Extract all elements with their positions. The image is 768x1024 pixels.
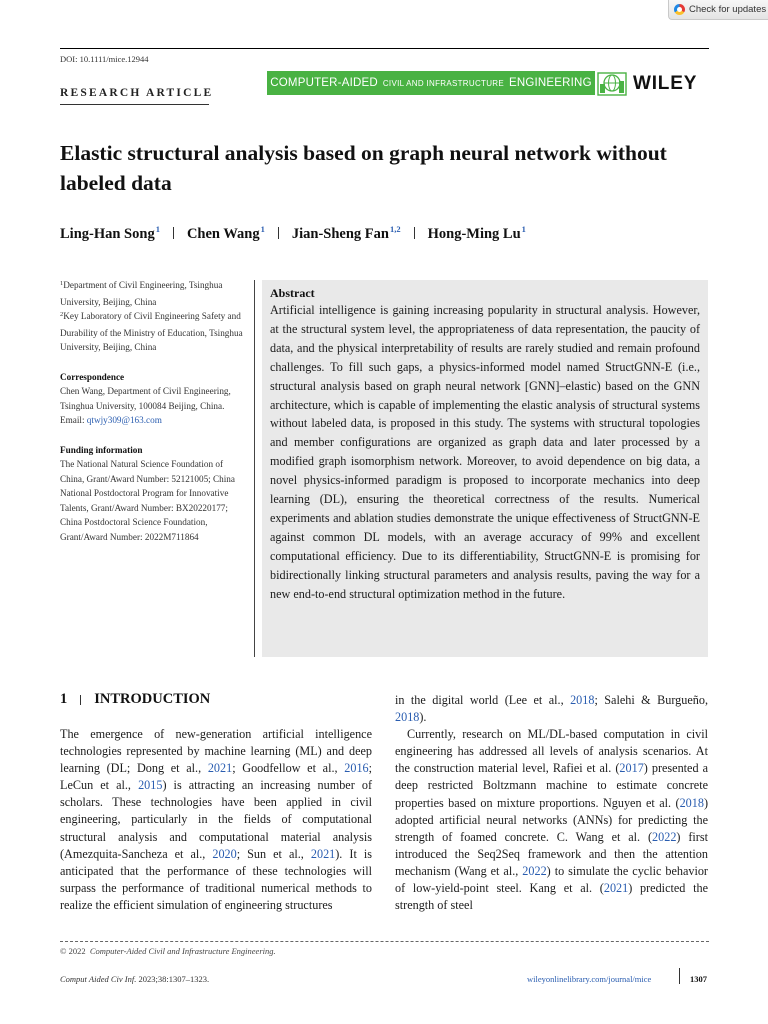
doi: DOI: 10.1111/mice.12944 xyxy=(60,54,149,64)
citation-link[interactable]: 2021 xyxy=(603,881,629,896)
correspondence-heading: Correspondence xyxy=(60,371,125,382)
citation-line: Comput Aided Civ Inf. 2023;38:1307–1323. xyxy=(60,974,210,984)
check-for-updates-label: Check for updates xyxy=(689,4,767,15)
section-title: INTRODUCTION xyxy=(94,691,211,707)
header-rule xyxy=(60,48,709,49)
copyright-notice: © 2022 Computer-Aided Civil and Infrastructure Engineering. xyxy=(60,946,276,956)
citation-link[interactable]: 2016 xyxy=(344,761,369,776)
body-paragraph: The emergence of new-generation artificial intelligence technologies represented by machine learning (ML) and deep learning (DL; Dong et al., 2021; Goodfellow et al., 2016; LeCun et al., 2015) is attracting an increasing number of scholars. These technologies have been applied in civil engineering, particularly in the fields of computational structural analysis and computational material analysis (Amezquita-Sancheza et al., 2020; Sun et al., 2021). It is anticipated that the performance of these technologies will surpass the performance of traditional numerical methods to realize the efficient simulation of engineering structures xyxy=(60,727,373,912)
intro-left-column xyxy=(60,726,372,914)
citation-link[interactable]: 2018 xyxy=(395,710,420,725)
citation-link[interactable]: 2018 xyxy=(570,693,595,707)
author-name[interactable]: Chen Wang xyxy=(186,226,260,242)
page-number-separator xyxy=(679,968,680,984)
publisher-logo[interactable]: WILEY xyxy=(633,73,698,94)
author-name[interactable]: Ling-Han Song xyxy=(60,226,155,242)
citation-link[interactable]: 2021 xyxy=(207,761,233,776)
funding-text: The National Natural Science Foundation of China, Grant/Award Number: 52121005; China National Postdoctoral Program for Innovative Talents, Grant/Award Number: BX20220177; China Postdoctoral Science Foundation, Grant/Award Number: 2022M711864 xyxy=(60,459,235,542)
citation-link[interactable]: 2020 xyxy=(212,846,237,861)
journal-url-link[interactable]: wileyonlinelibrary.com/journal/mice xyxy=(527,974,652,984)
citation-link[interactable]: 2017 xyxy=(619,761,644,776)
body-paragraph: in the digital world (Lee et al., 2018; Salehi & Burgueño, 2018). xyxy=(395,693,708,725)
author-affiliation-ref[interactable]: 1,2 xyxy=(389,224,401,234)
article-type-rule xyxy=(60,104,209,105)
page-number: 1307 xyxy=(690,974,707,984)
journal-name-part3: ENGINEERING xyxy=(509,77,592,89)
author-separator xyxy=(278,227,279,239)
abstract-box xyxy=(262,280,708,657)
check-for-updates-button[interactable] xyxy=(668,0,768,20)
author-separator xyxy=(414,227,415,239)
body-paragraph: Currently, research on ML/DL-based computation in civil engineering has addressed all levels of analysis scenarios. At the construction material level, Rafiei et al. (2017) presented a deep restricted Boltzmann machine to estimate concrete properties based on mixture proportions. Nguyen et al. (2018) adopted artificial neural networks (ANNs) for predicting the strength of foamed concrete. C. Wang et al. (2022) first introduced the Seq2Seq framework and then the attention mechanism (Wang et al., 2022) to simulate the cyclic behavior of low-yield-point steel. Kang et al. (2021) predicted the strength of steel xyxy=(395,727,708,913)
author-name[interactable]: Jian-Sheng Fan xyxy=(291,226,389,242)
author-separator xyxy=(173,227,174,239)
citation-link[interactable]: 2021 xyxy=(310,846,336,861)
column-divider xyxy=(254,280,255,657)
affiliation: $^1$Department of Civil Engineering, Tsinghua University, Beijing, China xyxy=(60,280,223,307)
journal-name-part2: CIVIL AND INFRASTRUCTURE xyxy=(382,78,504,88)
article-title: Elastic structural analysis based on graph neural network without labeled data xyxy=(60,141,667,195)
author-affiliation-ref[interactable]: 1 xyxy=(521,224,526,234)
citation-link[interactable]: 2022 xyxy=(652,829,677,844)
abstract-body: Artificial intelligence is gaining increasing popularity in structural analysis. However, at the structural system level, the appropriateness of data representation, the paucity of data, and the physical interpretability of results are rarely studied and remain profound challenges. To fill such gaps, a physics-informed model named StructGNN-E (i.e., structural analysis based on graph neural network [GNN]–elastic) based on the GNN architecture, which is capable of implementing the elastic analysis of structural systems without labeled data, is proposed in this study. The systems with structural topologies and member configurations are organized as graph data and later processed by a modified graph isomorphism network. Moreover, to avoid dependence on big data, a novel physics-informed paradigm is proposed to incorporate mechanics into deep learning (DL), ensuring the theoretical correctness of the results. Numerical experiments and ablation studies demonstrate the unique effectiveness of StructGNN-E against common DL models, with an average accuracy of 99% and excellent computational efficiency. Due to its differentiability, StructGNN-E is promising for bidirectionally linking structural parameters and analysis results, paving the way for a new end-to-end structural optimization method in the future. xyxy=(270,303,700,601)
email-link[interactable]: qtwjy309@163.com xyxy=(86,415,162,425)
author-affiliation-ref[interactable]: 1 xyxy=(155,224,160,234)
citation-link[interactable]: 2022 xyxy=(522,863,547,878)
section-separator xyxy=(80,695,81,705)
article-type: RESEARCH ARTICLE xyxy=(60,87,214,99)
journal-banner xyxy=(267,71,595,95)
section-number: 1 xyxy=(60,691,68,707)
journal-name-part1: COMPUTER-AIDED xyxy=(270,77,378,89)
footnote-rule xyxy=(60,941,709,942)
correspondence-text: Chen Wang, Department of Civil Engineering, Tsinghua University, 100084 Beijing, China. Email: qtwjy309@163.com xyxy=(60,386,231,425)
abstract-heading: Abstract xyxy=(270,286,315,300)
globe-building-icon xyxy=(597,71,627,97)
article-metadata xyxy=(60,278,246,544)
author-name[interactable]: Hong-Ming Lu xyxy=(427,226,521,242)
crossmark-icon xyxy=(674,4,685,15)
funding-heading: Funding information xyxy=(60,444,143,455)
section-heading xyxy=(60,691,210,708)
author-affiliation-ref[interactable]: 1 xyxy=(260,224,265,234)
intro-right-column xyxy=(395,692,708,914)
affiliation: $^2$Key Laboratory of Civil Engineering Safety and Durability of the Ministry of Education, Tsinghua University, Beijing, China xyxy=(60,311,243,352)
author-list xyxy=(60,226,526,243)
citation-link[interactable]: 2015 xyxy=(138,778,163,793)
citation-link[interactable]: 2018 xyxy=(679,795,704,810)
